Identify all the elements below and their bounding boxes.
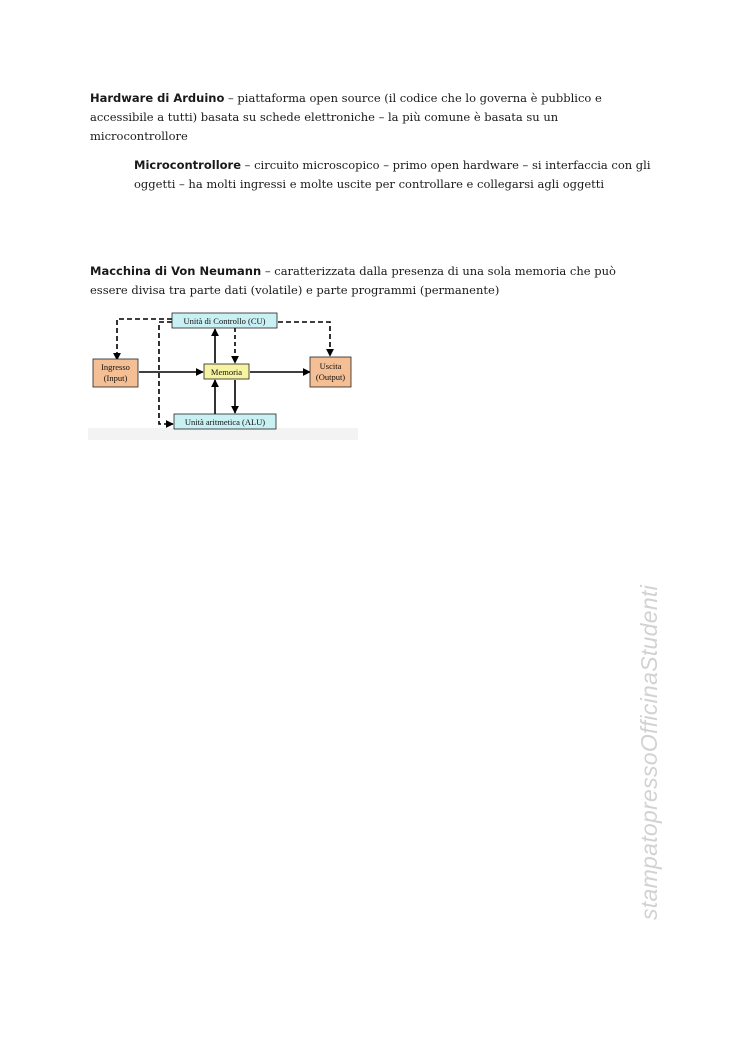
input-label-line2: (Input): [103, 373, 128, 383]
paragraph-von-neumann: [90, 262, 620, 300]
diagram-shadow: [88, 428, 358, 440]
memory-label: Memoria: [210, 367, 243, 377]
von-neumann-diagram: [88, 310, 358, 440]
paragraph-hardware-arduino: [90, 89, 620, 146]
paragraph-microcontrollore: [134, 156, 654, 194]
text-von-neumann: – caratterizzata dalla presenza di una sola memoria che può essere divisa tra parte dati (volatile) e parte programmi (permanente): [90, 264, 616, 297]
term-von-neumann: Macchina di Von Neumann: [90, 264, 262, 278]
memory-box: [204, 364, 249, 379]
term-hardware-arduino: Hardware di Arduino: [90, 91, 225, 105]
text-microcontrollore: – circuito microscopico – primo open hardware – si interfaccia con gli oggetti – ha molti ingressi e molte uscite per controllare e collegarsi agli oggetti: [134, 158, 651, 191]
text-hardware-arduino: – piattaforma open source (il codice che lo governa è pubblico e accessibile a tutti) basata su schede elettroniche – la più comune è basata su un microcontrollore: [90, 91, 602, 143]
alu-box: [174, 414, 276, 429]
alu-label: Unità aritmetica (ALU): [184, 417, 266, 427]
output-label-line1: Uscita: [319, 361, 342, 371]
term-microcontrollore: Microcontrollore: [134, 158, 242, 172]
watermark-text: stampatopressoOfficinaStudenti: [636, 584, 662, 920]
input-label-line1: Ingresso: [101, 362, 130, 372]
control-unit-label: Unità di Controllo (CU): [183, 316, 266, 326]
input-box: [93, 359, 138, 387]
control-unit-box: [172, 313, 277, 328]
output-box: [310, 357, 351, 387]
output-label-line2: (Output): [315, 372, 346, 382]
